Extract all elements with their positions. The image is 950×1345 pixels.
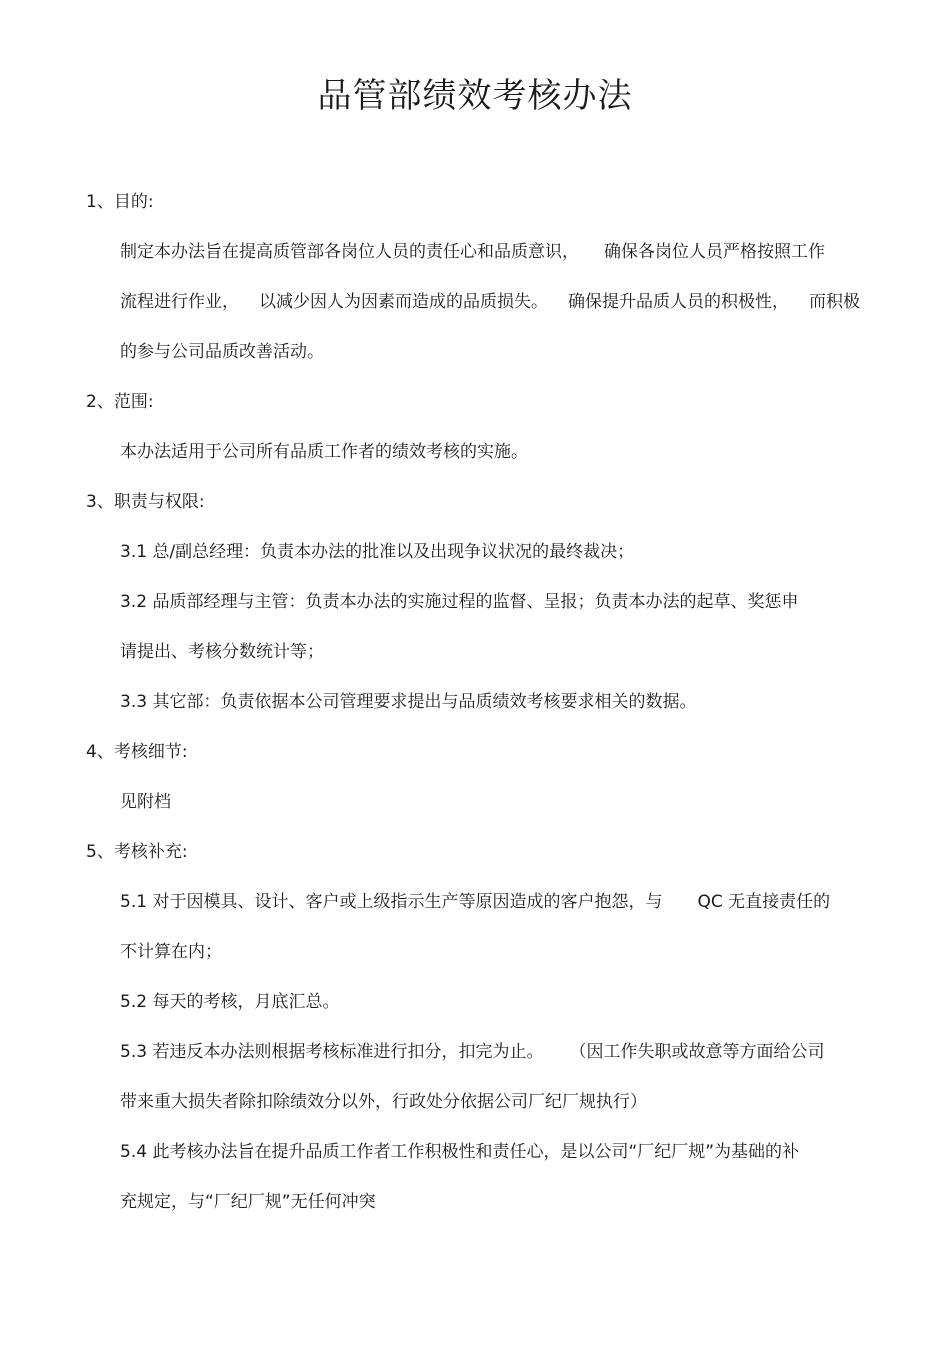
section-5-item-3-part-b: （因工作失职或故意等方面给公司 [569, 1042, 825, 1062]
section-1-line-2-part-b: 以减少因人为因素而造成的品质损失。 [259, 292, 548, 312]
section-3-item-2-line-1: 3.2 品质部经理与主管：负责本办法的实施过程的监督、呈报；负责本办法的起草、奖惩申 [120, 592, 799, 612]
section-5-item-3-line-2: 带来重大损失者除扣除绩效分以外，行政处分依据公司厂纪厂规执行） [120, 1092, 647, 1112]
section-3-item-3: 3.3 其它部：负责依据本公司管理要求提出与品质绩效考核要求相关的数据。 [120, 692, 697, 712]
section-5-item-2: 5.2 每天的考核，月底汇总。 [120, 992, 340, 1012]
section-3-item-1: 3.1 总/副总经理：负责本办法的批准以及出现争议状况的最终裁决； [120, 542, 635, 562]
section-5-item-3-part-a: 5.3 若违反本办法则根据考核标准进行扣分，扣完为止。 [120, 1042, 544, 1062]
section-1-line-2 [120, 290, 860, 314]
section-1-line-3: 的参与公司品质改善活动。 [120, 342, 324, 362]
section-1-line-2-part-a: 流程进行作业， [120, 292, 239, 312]
section-5-heading: 5、考核补充: [86, 842, 188, 862]
section-5-item-1-line-1 [120, 890, 830, 914]
section-1-line-1 [120, 240, 825, 264]
section-1-heading: 1、目的: [86, 192, 154, 212]
section-5-item-1-part-a: 5.1 对于因模具、设计、客户或上级指示生产等原因造成的客户抱怨，与 [120, 892, 663, 912]
section-5-item-1-line-2: 不计算在内； [120, 942, 222, 962]
section-1-line-1-part-b: 确保各岗位人员严格按照工作 [604, 242, 825, 262]
section-3-item-2-line-2: 请提出、考核分数统计等； [120, 642, 324, 662]
section-4-heading: 4、考核细节: [86, 742, 188, 762]
section-2-heading: 2、范围: [86, 392, 154, 412]
section-5-item-4-line-1: 5.4 此考核办法旨在提升品质工作者工作积极性和责任心，是以公司“厂纪厂规”为基础的补 [120, 1142, 800, 1162]
section-3-heading: 3、职责与权限: [86, 492, 205, 512]
section-5-item-1-part-b: QC 无直接责任的 [697, 892, 831, 912]
section-2-line-1: 本办法适用于公司所有品质工作者的绩效考核的实施。 [120, 442, 528, 462]
document-title: 品管部绩效考核办法 [317, 76, 633, 116]
section-1-line-2-part-d: 而积极 [809, 292, 860, 312]
section-1-line-2-part-c: 确保提升品质人员的积极性， [568, 292, 789, 312]
section-4-line-1: 见附档 [120, 792, 171, 812]
section-5-item-4-line-2: 充规定，与“厂纪厂规”无任何冲突 [120, 1192, 376, 1212]
section-1-line-1-part-a: 制定本办法旨在提高质管部各岗位人员的责任心和品质意识， [120, 242, 579, 262]
section-5-item-3-line-1 [120, 1040, 824, 1064]
